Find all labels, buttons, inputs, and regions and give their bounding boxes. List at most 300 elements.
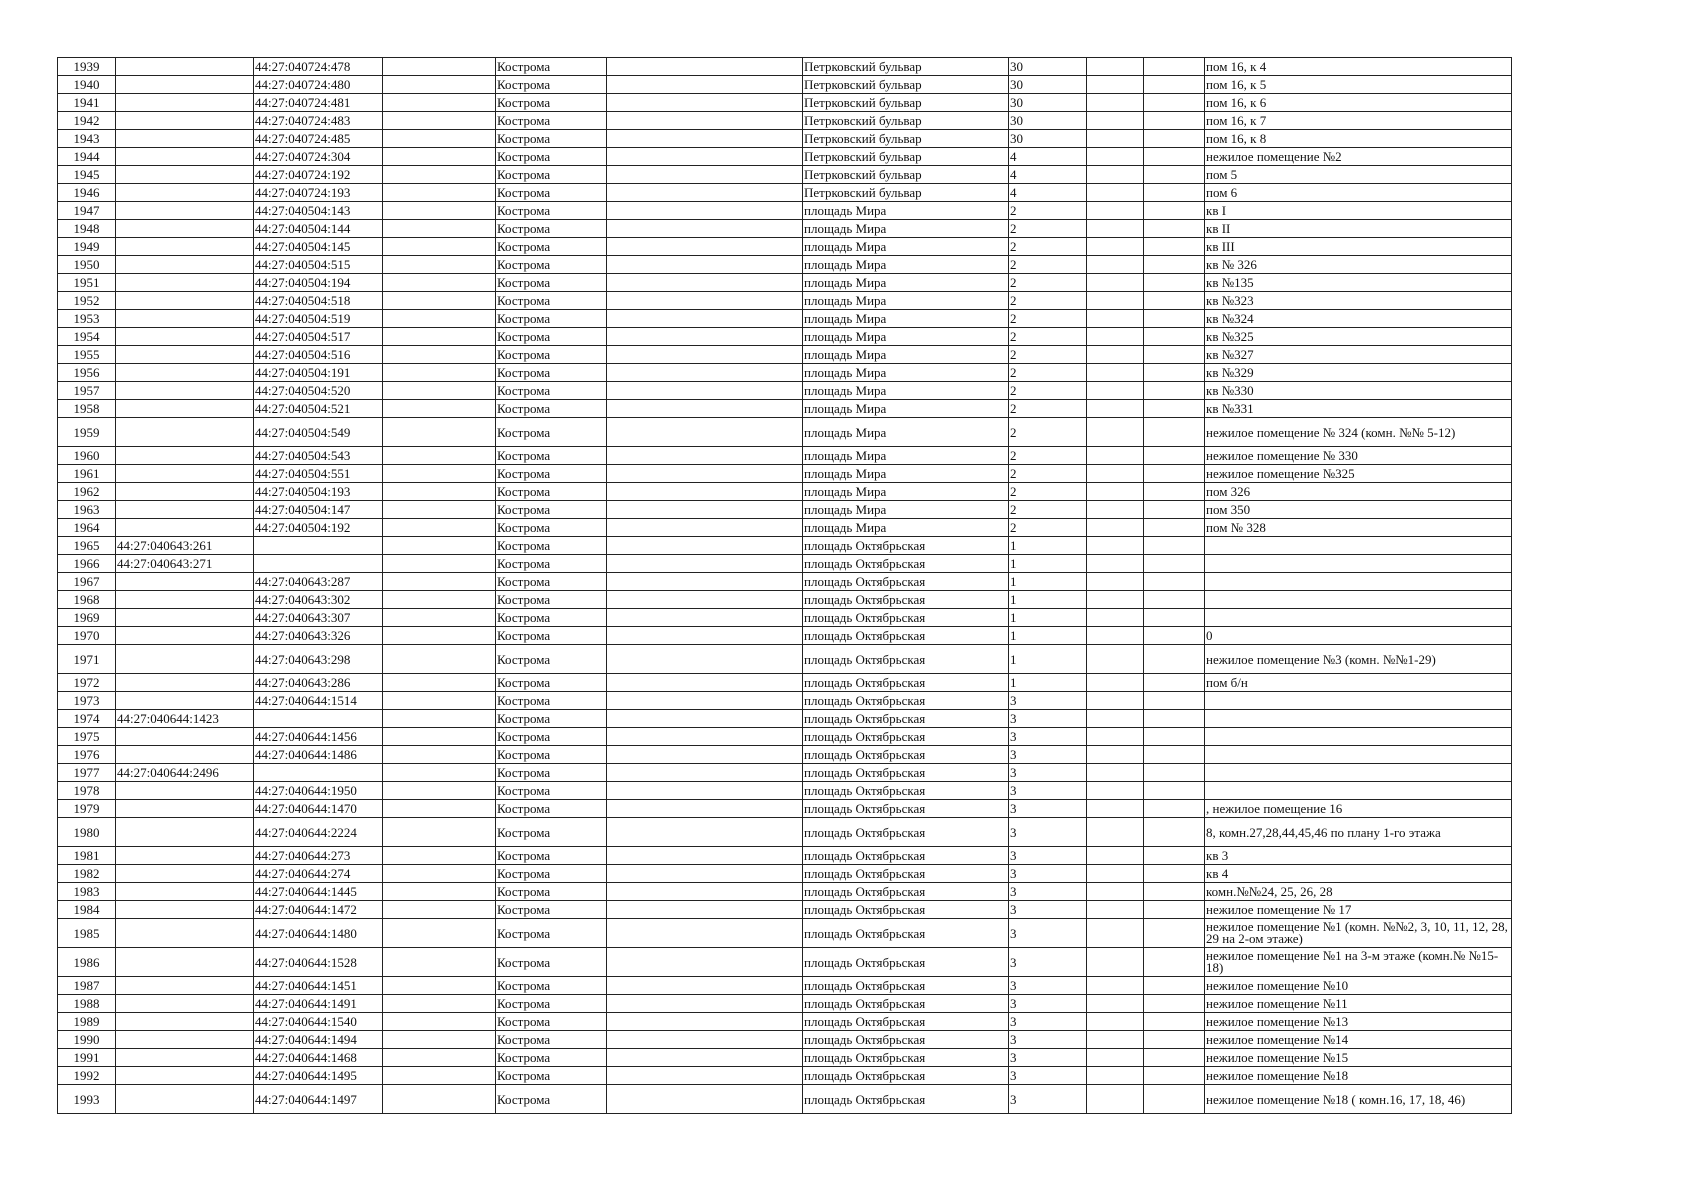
empty-cell xyxy=(383,310,496,328)
city-cell: Кострома xyxy=(496,220,607,238)
table-row xyxy=(58,865,1512,883)
table-row xyxy=(58,764,1512,782)
empty-cell xyxy=(1087,220,1144,238)
street-cell: площадь Октябрьская xyxy=(803,901,1009,919)
street-cell: Петрковский бульвар xyxy=(803,112,1009,130)
premises-note-cell: нежилое помещение №1 на 3-м этаже (комн.№ №15-18) xyxy=(1205,948,1512,977)
table-row xyxy=(58,847,1512,865)
empty-cell xyxy=(383,609,496,627)
empty-cell xyxy=(383,1049,496,1067)
empty-cell xyxy=(383,782,496,800)
premises-note-cell: пом 326 xyxy=(1205,483,1512,501)
empty-cell xyxy=(383,645,496,674)
empty-cell xyxy=(383,112,496,130)
city-cell: Кострома xyxy=(496,609,607,627)
city-cell: Кострома xyxy=(496,977,607,995)
empty-cell xyxy=(607,220,803,238)
cadastral-number-a-cell xyxy=(116,346,254,364)
empty-cell xyxy=(1144,555,1205,573)
empty-cell xyxy=(1087,310,1144,328)
street-cell: площадь Мира xyxy=(803,256,1009,274)
empty-cell xyxy=(383,800,496,818)
city-cell: Кострома xyxy=(496,94,607,112)
house-number-cell: 1 xyxy=(1009,555,1087,573)
empty-cell xyxy=(607,274,803,292)
city-cell: Кострома xyxy=(496,112,607,130)
premises-note-cell: нежилое помещение № 330 xyxy=(1205,447,1512,465)
empty-cell xyxy=(1087,184,1144,202)
table-row xyxy=(58,782,1512,800)
empty-cell xyxy=(607,573,803,591)
cadastral-number-a-cell xyxy=(116,1031,254,1049)
empty-cell xyxy=(1144,400,1205,418)
street-cell: площадь Мира xyxy=(803,501,1009,519)
empty-cell xyxy=(1144,328,1205,346)
row-number-cell: 1989 xyxy=(58,1013,116,1031)
premises-note-cell xyxy=(1205,692,1512,710)
empty-cell xyxy=(383,746,496,764)
street-cell: Петрковский бульвар xyxy=(803,94,1009,112)
empty-cell xyxy=(383,818,496,847)
premises-note-cell: пом 16, к 6 xyxy=(1205,94,1512,112)
premises-note-cell: , нежилое помещение 16 xyxy=(1205,800,1512,818)
premises-note-cell: кв №135 xyxy=(1205,274,1512,292)
row-number-cell: 1975 xyxy=(58,728,116,746)
table-row xyxy=(58,537,1512,555)
row-number-cell: 1966 xyxy=(58,555,116,573)
cadastral-number-b-cell: 44:27:040504:515 xyxy=(254,256,383,274)
house-number-cell: 3 xyxy=(1009,728,1087,746)
premises-note-cell xyxy=(1205,609,1512,627)
table-row xyxy=(58,447,1512,465)
street-cell: площадь Октябрьская xyxy=(803,764,1009,782)
cadastral-number-a-cell xyxy=(116,328,254,346)
empty-cell xyxy=(1087,519,1144,537)
cadastral-number-b-cell: 44:27:040644:1950 xyxy=(254,782,383,800)
house-number-cell: 3 xyxy=(1009,1085,1087,1114)
empty-cell xyxy=(1087,555,1144,573)
premises-note-cell: кв №331 xyxy=(1205,400,1512,418)
cadastral-number-b-cell: 44:27:040644:1445 xyxy=(254,883,383,901)
empty-cell xyxy=(383,166,496,184)
premises-note-cell: нежилое помещение № 324 (комн. №№ 5-12) xyxy=(1205,418,1512,447)
house-number-cell: 4 xyxy=(1009,166,1087,184)
cadastral-number-b-cell: 44:27:040724:481 xyxy=(254,94,383,112)
row-number-cell: 1974 xyxy=(58,710,116,728)
table-row xyxy=(58,800,1512,818)
empty-cell xyxy=(383,948,496,977)
premises-note-cell: кв 4 xyxy=(1205,865,1512,883)
empty-cell xyxy=(383,591,496,609)
premises-note-cell: пом 16, к 7 xyxy=(1205,112,1512,130)
empty-cell xyxy=(607,818,803,847)
cadastral-number-b-cell: 44:27:040504:517 xyxy=(254,328,383,346)
empty-cell xyxy=(1087,1067,1144,1085)
cadastral-number-a-cell: 44:27:040644:2496 xyxy=(116,764,254,782)
house-number-cell: 3 xyxy=(1009,847,1087,865)
house-number-cell: 2 xyxy=(1009,519,1087,537)
empty-cell xyxy=(607,483,803,501)
cadastral-number-a-cell xyxy=(116,800,254,818)
cadastral-number-b-cell: 44:27:040644:1480 xyxy=(254,919,383,948)
house-number-cell: 3 xyxy=(1009,746,1087,764)
premises-note-cell: нежилое помещение №18 xyxy=(1205,1067,1512,1085)
table-row xyxy=(58,202,1512,220)
cadastral-number-b-cell: 44:27:040644:1514 xyxy=(254,692,383,710)
empty-cell xyxy=(607,292,803,310)
empty-cell xyxy=(607,645,803,674)
premises-note-cell xyxy=(1205,782,1512,800)
cadastral-number-a-cell xyxy=(116,166,254,184)
street-cell: площадь Октябрьская xyxy=(803,1067,1009,1085)
row-number-cell: 1941 xyxy=(58,94,116,112)
empty-cell xyxy=(607,728,803,746)
row-number-cell: 1940 xyxy=(58,76,116,94)
empty-cell xyxy=(383,346,496,364)
empty-cell xyxy=(1144,1085,1205,1114)
cadastral-number-a-cell xyxy=(116,447,254,465)
empty-cell xyxy=(383,519,496,537)
empty-cell xyxy=(607,465,803,483)
street-cell: площадь Октябрьская xyxy=(803,782,1009,800)
city-cell: Кострома xyxy=(496,627,607,645)
empty-cell xyxy=(383,692,496,710)
cadastral-number-b-cell: 44:27:040504:193 xyxy=(254,483,383,501)
row-number-cell: 1985 xyxy=(58,919,116,948)
empty-cell xyxy=(607,764,803,782)
empty-cell xyxy=(383,382,496,400)
cadastral-number-b-cell: 44:27:040644:273 xyxy=(254,847,383,865)
empty-cell xyxy=(607,710,803,728)
empty-cell xyxy=(1087,256,1144,274)
empty-cell xyxy=(1087,865,1144,883)
empty-cell xyxy=(1144,995,1205,1013)
empty-cell xyxy=(1087,746,1144,764)
empty-cell xyxy=(383,710,496,728)
empty-cell xyxy=(1144,501,1205,519)
empty-cell xyxy=(1144,1031,1205,1049)
row-number-cell: 1968 xyxy=(58,591,116,609)
empty-cell xyxy=(1144,1013,1205,1031)
empty-cell xyxy=(383,1013,496,1031)
empty-cell xyxy=(1087,591,1144,609)
cadastral-number-b-cell: 44:27:040644:1494 xyxy=(254,1031,383,1049)
row-number-cell: 1971 xyxy=(58,645,116,674)
empty-cell xyxy=(383,995,496,1013)
cadastral-number-b-cell: 44:27:040643:307 xyxy=(254,609,383,627)
house-number-cell: 2 xyxy=(1009,274,1087,292)
street-cell: площадь Мира xyxy=(803,447,1009,465)
empty-cell xyxy=(607,447,803,465)
empty-cell xyxy=(1087,148,1144,166)
house-number-cell: 4 xyxy=(1009,148,1087,166)
cadastral-number-b-cell: 44:27:040644:1491 xyxy=(254,995,383,1013)
empty-cell xyxy=(1087,537,1144,555)
cadastral-number-a-cell xyxy=(116,184,254,202)
table-row xyxy=(58,58,1512,76)
cadastral-number-b-cell: 44:27:040504:516 xyxy=(254,346,383,364)
street-cell: площадь Мира xyxy=(803,238,1009,256)
empty-cell xyxy=(383,883,496,901)
street-cell: площадь Мира xyxy=(803,418,1009,447)
city-cell: Кострома xyxy=(496,919,607,948)
cadastral-number-b-cell: 44:27:040644:1456 xyxy=(254,728,383,746)
house-number-cell: 3 xyxy=(1009,865,1087,883)
street-cell: площадь Октябрьская xyxy=(803,591,1009,609)
empty-cell xyxy=(1087,130,1144,148)
empty-cell xyxy=(1144,292,1205,310)
empty-cell xyxy=(383,292,496,310)
city-cell: Кострома xyxy=(496,202,607,220)
row-number-cell: 1946 xyxy=(58,184,116,202)
cadastral-number-b-cell: 44:27:040643:326 xyxy=(254,627,383,645)
empty-cell xyxy=(1144,310,1205,328)
empty-cell xyxy=(1087,977,1144,995)
cadastral-number-a-cell xyxy=(116,501,254,519)
empty-cell xyxy=(1087,238,1144,256)
street-cell: площадь Мира xyxy=(803,328,1009,346)
table-row xyxy=(58,627,1512,645)
city-cell: Кострома xyxy=(496,274,607,292)
city-cell: Кострома xyxy=(496,847,607,865)
cadastral-number-b-cell: 44:27:040504:551 xyxy=(254,465,383,483)
empty-cell xyxy=(1087,692,1144,710)
empty-cell xyxy=(383,627,496,645)
cadastral-number-a-cell xyxy=(116,865,254,883)
table-row xyxy=(58,919,1512,948)
row-number-cell: 1963 xyxy=(58,501,116,519)
cadastral-number-b-cell: 44:27:040504:521 xyxy=(254,400,383,418)
cadastral-number-b-cell: 44:27:040724:193 xyxy=(254,184,383,202)
empty-cell xyxy=(1144,609,1205,627)
house-number-cell: 3 xyxy=(1009,883,1087,901)
empty-cell xyxy=(1144,573,1205,591)
empty-cell xyxy=(1144,364,1205,382)
empty-cell xyxy=(383,274,496,292)
city-cell: Кострома xyxy=(496,418,607,447)
empty-cell xyxy=(1144,800,1205,818)
city-cell: Кострома xyxy=(496,76,607,94)
empty-cell xyxy=(1087,94,1144,112)
cadastral-number-a-cell xyxy=(116,483,254,501)
city-cell: Кострома xyxy=(496,292,607,310)
cadastral-number-a-cell xyxy=(116,418,254,447)
street-cell: площадь Октябрьская xyxy=(803,728,1009,746)
house-number-cell: 3 xyxy=(1009,800,1087,818)
cadastral-number-a-cell: 44:27:040643:261 xyxy=(116,537,254,555)
house-number-cell: 2 xyxy=(1009,418,1087,447)
premises-note-cell: кв №329 xyxy=(1205,364,1512,382)
row-number-cell: 1969 xyxy=(58,609,116,627)
cadastral-number-a-cell xyxy=(116,728,254,746)
premises-note-cell: кв №324 xyxy=(1205,310,1512,328)
empty-cell xyxy=(383,977,496,995)
empty-cell xyxy=(1087,1031,1144,1049)
cadastral-number-a-cell xyxy=(116,400,254,418)
empty-cell xyxy=(607,919,803,948)
row-number-cell: 1947 xyxy=(58,202,116,220)
street-cell: Петрковский бульвар xyxy=(803,148,1009,166)
table-row xyxy=(58,1013,1512,1031)
empty-cell xyxy=(1144,483,1205,501)
empty-cell xyxy=(1144,710,1205,728)
premises-note-cell: нежилое помещение №1 (комн. №№2, 3, 10, 11, 12, 28, 29 на 2-ом этаже) xyxy=(1205,919,1512,948)
empty-cell xyxy=(607,256,803,274)
row-number-cell: 1990 xyxy=(58,1031,116,1049)
empty-cell xyxy=(1144,674,1205,692)
cadastral-number-b-cell xyxy=(254,537,383,555)
register-page xyxy=(57,57,1511,1114)
table-row xyxy=(58,1049,1512,1067)
cadastral-number-b-cell: 44:27:040644:2224 xyxy=(254,818,383,847)
empty-cell xyxy=(1144,166,1205,184)
cadastral-number-a-cell xyxy=(116,609,254,627)
empty-cell xyxy=(607,1031,803,1049)
empty-cell xyxy=(1144,746,1205,764)
row-number-cell: 1948 xyxy=(58,220,116,238)
empty-cell xyxy=(1144,256,1205,274)
cadastral-number-b-cell: 44:27:040724:485 xyxy=(254,130,383,148)
premises-note-cell xyxy=(1205,591,1512,609)
empty-cell xyxy=(383,238,496,256)
premises-note-cell: нежилое помещение №3 (комн. №№1-29) xyxy=(1205,645,1512,674)
row-number-cell: 1977 xyxy=(58,764,116,782)
empty-cell xyxy=(607,112,803,130)
cadastral-number-a-cell xyxy=(116,310,254,328)
street-cell: площадь Мира xyxy=(803,382,1009,400)
table-row xyxy=(58,238,1512,256)
house-number-cell: 3 xyxy=(1009,977,1087,995)
premises-note-cell xyxy=(1205,710,1512,728)
house-number-cell: 30 xyxy=(1009,130,1087,148)
empty-cell xyxy=(607,501,803,519)
row-number-cell: 1961 xyxy=(58,465,116,483)
empty-cell xyxy=(1087,573,1144,591)
row-number-cell: 1960 xyxy=(58,447,116,465)
premises-note-cell: кв №330 xyxy=(1205,382,1512,400)
empty-cell xyxy=(383,130,496,148)
city-cell: Кострома xyxy=(496,883,607,901)
city-cell: Кострома xyxy=(496,746,607,764)
street-cell: площадь Октябрьская xyxy=(803,746,1009,764)
empty-cell xyxy=(1144,883,1205,901)
premises-note-cell: пом 16, к 8 xyxy=(1205,130,1512,148)
table-row xyxy=(58,166,1512,184)
house-number-cell: 2 xyxy=(1009,465,1087,483)
cadastral-number-b-cell xyxy=(254,710,383,728)
house-number-cell: 2 xyxy=(1009,364,1087,382)
table-row xyxy=(58,501,1512,519)
city-cell: Кострома xyxy=(496,674,607,692)
empty-cell xyxy=(1144,418,1205,447)
cadastral-number-a-cell xyxy=(116,130,254,148)
cadastral-number-a-cell xyxy=(116,1013,254,1031)
house-number-cell: 1 xyxy=(1009,573,1087,591)
row-number-cell: 1980 xyxy=(58,818,116,847)
table-row xyxy=(58,465,1512,483)
premises-note-cell: нежилое помещение №13 xyxy=(1205,1013,1512,1031)
city-cell: Кострома xyxy=(496,400,607,418)
street-cell: площадь Октябрьская xyxy=(803,847,1009,865)
empty-cell xyxy=(1087,948,1144,977)
cadastral-number-a-cell xyxy=(116,274,254,292)
premises-note-cell xyxy=(1205,728,1512,746)
empty-cell xyxy=(1144,112,1205,130)
cadastral-number-b-cell: 44:27:040644:1495 xyxy=(254,1067,383,1085)
cadastral-number-b-cell: 44:27:040644:1470 xyxy=(254,800,383,818)
cadastral-number-a-cell xyxy=(116,382,254,400)
empty-cell xyxy=(1144,76,1205,94)
house-number-cell: 3 xyxy=(1009,1031,1087,1049)
table-row xyxy=(58,977,1512,995)
empty-cell xyxy=(1087,292,1144,310)
row-number-cell: 1962 xyxy=(58,483,116,501)
empty-cell xyxy=(607,782,803,800)
premises-note-cell: кв № 326 xyxy=(1205,256,1512,274)
city-cell: Кострома xyxy=(496,1067,607,1085)
premises-note-cell xyxy=(1205,555,1512,573)
table-row xyxy=(58,692,1512,710)
empty-cell xyxy=(383,555,496,573)
table-row xyxy=(58,76,1512,94)
city-cell: Кострома xyxy=(496,692,607,710)
row-number-cell: 1943 xyxy=(58,130,116,148)
street-cell: площадь Мира xyxy=(803,274,1009,292)
empty-cell xyxy=(1087,627,1144,645)
cadastral-number-a-cell: 44:27:040644:1423 xyxy=(116,710,254,728)
row-number-cell: 1967 xyxy=(58,573,116,591)
house-number-cell: 1 xyxy=(1009,537,1087,555)
house-number-cell: 3 xyxy=(1009,919,1087,948)
house-number-cell: 30 xyxy=(1009,58,1087,76)
cadastral-number-b-cell: 44:27:040504:518 xyxy=(254,292,383,310)
empty-cell xyxy=(607,901,803,919)
street-cell: площадь Октябрьская xyxy=(803,674,1009,692)
empty-cell xyxy=(607,346,803,364)
city-cell: Кострома xyxy=(496,573,607,591)
street-cell: площадь Октябрьская xyxy=(803,948,1009,977)
empty-cell xyxy=(607,883,803,901)
street-cell: площадь Октябрьская xyxy=(803,865,1009,883)
row-number-cell: 1965 xyxy=(58,537,116,555)
cadastral-number-b-cell: 44:27:040504:143 xyxy=(254,202,383,220)
empty-cell xyxy=(1087,274,1144,292)
house-number-cell: 3 xyxy=(1009,782,1087,800)
city-cell: Кострома xyxy=(496,256,607,274)
table-row xyxy=(58,1031,1512,1049)
street-cell: площадь Мира xyxy=(803,346,1009,364)
cadastral-number-a-cell xyxy=(116,995,254,1013)
empty-cell xyxy=(1087,995,1144,1013)
empty-cell xyxy=(1087,1085,1144,1114)
empty-cell xyxy=(383,94,496,112)
cadastral-number-a-cell xyxy=(116,573,254,591)
empty-cell xyxy=(1087,883,1144,901)
cadastral-number-b-cell: 44:27:040504:543 xyxy=(254,447,383,465)
empty-cell xyxy=(607,865,803,883)
empty-cell xyxy=(1144,346,1205,364)
table-row xyxy=(58,674,1512,692)
street-cell: площадь Октябрьская xyxy=(803,1031,1009,1049)
empty-cell xyxy=(607,674,803,692)
empty-cell xyxy=(607,130,803,148)
city-cell: Кострома xyxy=(496,865,607,883)
empty-cell xyxy=(607,537,803,555)
house-number-cell: 3 xyxy=(1009,995,1087,1013)
cadastral-number-a-cell xyxy=(116,519,254,537)
empty-cell xyxy=(1087,609,1144,627)
empty-cell xyxy=(383,328,496,346)
